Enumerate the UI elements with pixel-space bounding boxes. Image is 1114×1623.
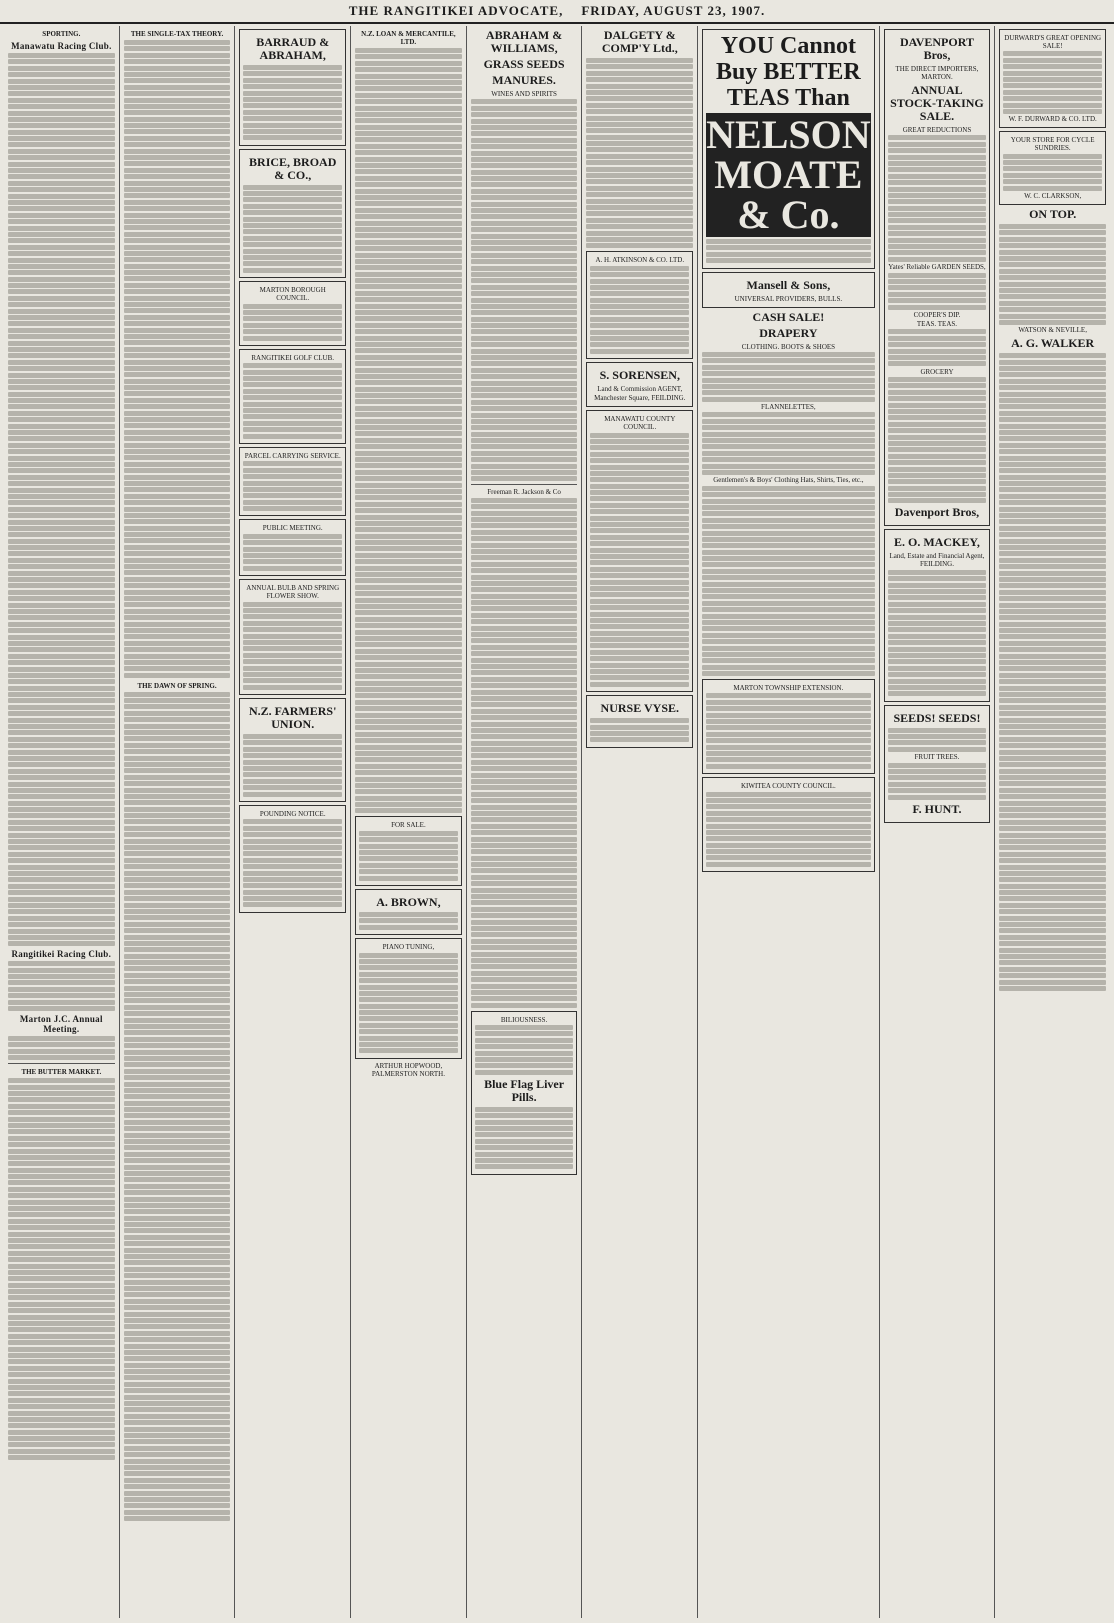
ad-clothing-boots: CLOTHING. BOOTS & SHOES xyxy=(741,342,836,351)
ad-mackey: E. O. MACKEY, Land, Estate and Financial Agent, FEILDING. xyxy=(884,529,991,701)
ad-brice-broad: BRICE, BROAD & CO., xyxy=(239,149,346,278)
ad-sorensen: S. SORENSEN, Land & Commission AGENT, Manchester Square, FEILDING. xyxy=(586,362,693,407)
ad-gentlemens-clothing: Gentlemen's & Boys' Clothing Hats, Shirts, Ties, etc., xyxy=(713,476,864,485)
column-3 xyxy=(235,26,351,1618)
ad-wines-spirits: WINES AND SPIRITS xyxy=(491,90,557,98)
article-text xyxy=(124,40,231,678)
heading-marton-jc: Marton J.C. Annual Meeting. xyxy=(19,1014,103,1035)
heading-rangitikei-racing: Rangitikei Racing Club. xyxy=(11,949,112,960)
heading-single-tax: THE SINGLE-TAX THEORY. xyxy=(130,30,224,38)
ad-atkinson: A. H. ATKINSON & CO. LTD. xyxy=(586,251,693,359)
ad-for-sale: FOR SALE. xyxy=(355,816,462,886)
article-text xyxy=(586,58,693,248)
ad-flannelettes: FLANNELETTES, xyxy=(761,403,816,412)
heading-dawn-of-spring: THE DAWN OF SPRING. xyxy=(137,681,217,690)
ad-pounding-notice: POUNDING NOTICE. xyxy=(239,805,346,913)
ad-public-meeting: PUBLIC MEETING. xyxy=(239,519,346,576)
ad-marton-township: MARTON TOWNSHIP EXTENSION. xyxy=(702,679,875,774)
article-text xyxy=(8,1078,115,1460)
column-9 xyxy=(995,26,1110,1618)
ad-grass-seeds: GRASS SEEDS xyxy=(483,57,565,71)
ad-on-top: ON TOP. xyxy=(1029,207,1077,222)
column-4 xyxy=(351,26,467,1618)
ad-parcel-carrying: PARCEL CARRYING SERVICE. xyxy=(239,447,346,517)
masthead xyxy=(0,0,1114,24)
blue-flag-logo: Blue Flag Liver Pills. xyxy=(484,1076,565,1104)
ad-kiwitea-county: KIWITEA COUNTY COUNCIL. xyxy=(702,777,875,872)
newspaper-title: THE RANGITIKEI ADVOCATE, xyxy=(348,3,564,18)
heading-butter-market: THE BUTTER MARKET. xyxy=(21,1068,102,1077)
ad-durward: DURWARD'S GREAT OPENING SALE! W. F. DURWARD & CO. LTD. xyxy=(999,29,1106,128)
ad-biliousness: BILIOUSNESS. Blue Flag Liver Pills. xyxy=(471,1011,578,1175)
ad-manawatu-county: MANAWATU COUNTY COUNCIL. xyxy=(586,410,693,692)
article-text xyxy=(8,53,115,946)
issue-date: FRIDAY, AUGUST 23, 1907. xyxy=(581,3,766,18)
ad-freeman-jackson: Freeman R. Jackson & Co xyxy=(487,488,561,497)
article-text xyxy=(8,961,115,1011)
ad-golf-club: RANGITIKEI GOLF CLUB. xyxy=(239,349,346,444)
article-text xyxy=(471,498,578,1008)
column-2 xyxy=(120,26,236,1618)
ad-flower-show: ANNUAL BULB AND SPRING FLOWER SHOW. xyxy=(239,579,346,695)
heading-sporting: SPORTING. xyxy=(42,30,81,38)
ad-piano-tuning: PIANO TUNING, xyxy=(355,938,462,1059)
ad-seeds: SEEDS! SEEDS! FRUIT TREES. F. HUNT. xyxy=(884,705,991,823)
ad-drapery: DRAPERY xyxy=(759,325,818,340)
ad-nurse-vyse: NURSE VYSE. xyxy=(586,695,693,748)
page-columns xyxy=(0,24,1114,1620)
article-text xyxy=(8,1036,115,1060)
ad-farmers-union: N.Z. FARMERS' UNION. xyxy=(239,698,346,802)
ad-marton-borough: MARTON BOROUGH COUNCIL. xyxy=(239,281,346,346)
heading-nz-loan: N.Z. LOAN & MERCANTILE, LTD. xyxy=(361,30,456,46)
column-5 xyxy=(467,26,583,1618)
ad-ag-walker: A. G. WALKER xyxy=(1011,336,1095,351)
ad-mansell-sons: Mansell & Sons, UNIVERSAL PROVIDERS, BULLS. xyxy=(702,272,875,308)
column-8 xyxy=(880,26,996,1618)
ad-a-brown: A. BROWN, xyxy=(355,889,462,935)
column-1 xyxy=(4,26,120,1618)
column-6 xyxy=(582,26,698,1618)
column-7 xyxy=(698,26,880,1618)
ad-nelson-moate-teas: YOU Cannot Buy BETTER TEAS Than NELSON MOATE & Co. xyxy=(702,29,875,269)
article-text xyxy=(124,692,231,1521)
ad-abraham-williams: ABRAHAM & WILLIAMS, xyxy=(485,28,563,55)
ad-cash-sale: CASH SALE! xyxy=(752,309,825,324)
ad-manures: MANURES. xyxy=(492,73,556,87)
ad-davenport: DAVENPORT Bros, THE DIRECT IMPORTERS, MARTON. ANNUAL STOCK-TAKING SALE. GREAT REDUCTIONS Yates' Reliable GARDEN SEEDS, COOPER'S DIP. TEAS. TEAS. GROCERY Davenport Bros, xyxy=(884,29,991,526)
ad-watson-neville: WATSON & NEVILLE, xyxy=(1018,326,1087,335)
article-text xyxy=(471,99,578,481)
ad-barraud-abraham: BARRAUD & ABRAHAM, xyxy=(239,29,346,146)
ad-cycle-sundries: YOUR STORE FOR CYCLE SUNDRIES. W. C. CLARKSON, xyxy=(999,131,1106,205)
ad-arthur-hopwood: ARTHUR HOPWOOD, PALMERSTON NORTH. xyxy=(371,1061,445,1078)
article-text xyxy=(355,48,462,813)
ad-dalgety: DALGETY & COMP'Y Ltd., xyxy=(601,28,678,55)
heading-manawatu-racing: Manawatu Racing Club. xyxy=(11,41,112,51)
